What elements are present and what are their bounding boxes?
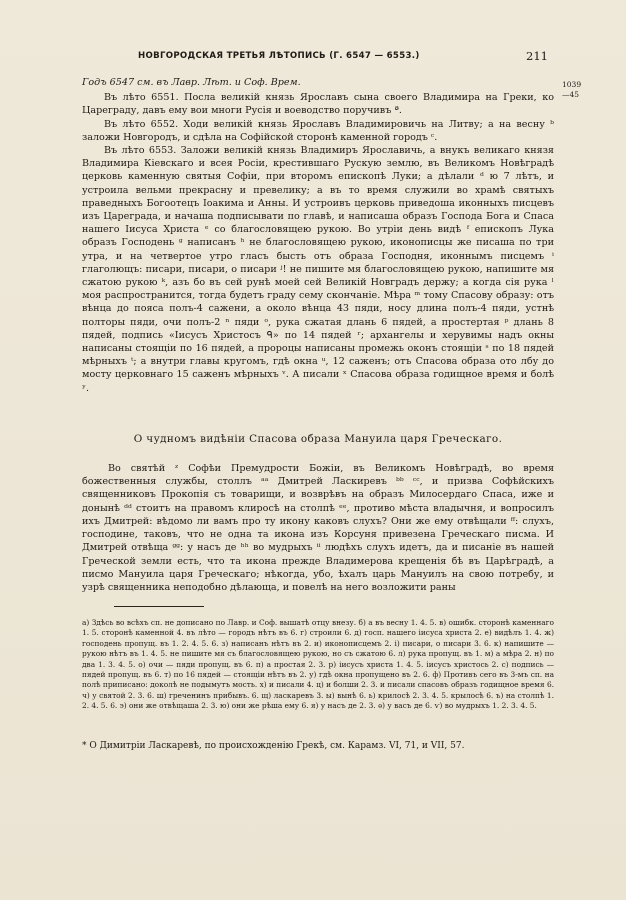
margin-year-note — [562, 80, 596, 100]
footnotes — [82, 618, 554, 712]
intro-line: Годъ 6547 см. въ Лавр. Лѣт. и Соф. Врем. — [82, 77, 301, 88]
bottom-note: * О Димитрiи Ласкаревѣ, по происхожденiю Грекѣ, см. Карамз. VI, 71, и VII, 57. — [82, 741, 465, 751]
paragraph-vision: Во святѣй ᶻ Софѣи Премудрости Божiи, въ Великомъ Новѣградѣ, во время божественныя службы, столлъ ᵃᵃ Дмитрей Ласкиревъ ᵇᵇ ᶜᶜ, и призва Софѣйскихъ священниковъ Прокопiя съ товарищи, и возврѣвъ на образъ Милосердаго Спаса, иже и донынѣ ᵈᵈ стоитъ на правомъ клиросѣ на столпѣ ᵉᵉ, противо мѣста владычня, и вопросилъ ихъ Дмитрей: вѣдомо ли вамъ про ту икону каковъ слухъ? Они же ему отвѣщали ᶠᶠ: слухъ, господине, таковъ, что не одна та икона изъ Корсуня привезена Греческаго писма. И Дмитрей отвѣща ᵍᵍ: у насъ де ʰʰ во мудрыхъ ⁱⁱ людѣхъ слухъ идетъ, да и писанiе въ нашей Греческой земли есть, что та икона прежде Владимерова крещенiя бѣ въ Царѣградѣ, а писмо Мануила царя Греческаго; нѣкогда, убо, ѣхалъ царь Мануилъ на свою потребу, и узрѣ священника неподобно дѣлающа, и повелѣ на него возложити раны — [82, 463, 554, 593]
running-head: НОВГОРОДСКАЯ ТРЕТЬЯ ЛѢТОПИСЬ (Г. 6547 — 6553.) — [138, 51, 420, 61]
main-text — [82, 76, 554, 594]
margin-year-start: 1039 — [562, 80, 582, 89]
paragraph-6553: Въ лѣто 6553. Заложи великiй князь Владимиръ Ярославичь, а внукъ великаго князя Владимира Кiевскаго и всея Росiи, крестившаго Рускую землю, въ Великомъ Новѣградѣ церковь каменную святыя Софiи, при второмъ епископѣ Луки; а дѣлали ᵈ ю 7 лѣтъ, и устроила вельми прекрасну и превелику; а въ то время служили во храмѣ святыхъ праведныхъ Богоотецъ Iоакима и Анны. И устроивъ церковь приведоша иконныхъ писцевъ изъ Цареграда, и начаша подписывати по главѣ, и написаша образъ Господа Бога и Спаса нашего Iисуса Христа ᵉ со благословящею рукою. Во утрiи день видѣ ᶠ епископъ Лука образъ Господень ᵍ написанъ ʰ не благословящею рукою, иконописцы же писаша по три утра, и на четвертое утро гласъ бысть отъ образа Господня, иконнымъ писцемъ ⁱ глаголющъ: писари, писари, о писари ʲ! не пишите мя благословящею рукою, напишите мя сжатою рукою ᵏ, азъ бо въ сей рунѣ моей сей Великiй Новградъ держу; а когда сiя рука ˡ моя распространится, тогда будетъ граду сему скончанiе. Мѣра ᵐ тому Спасову образу: отъ вѣнца до пояса полъ-4 сажени, а около вѣнца 43 пяди, носу длина полъ-4 пяди, устнѣ полторы пяди, очи полъ-2 ⁿ пяди ᵒ, рука сжатая длань 6 пядей, а простертая ᵖ длань 8 пядей, подпись «Iисусъ Христосъ ᑫ» по 14 пядей ʳ; архангелы и херувимы надъ окны написаны стоящiи по 16 пядей, а пророцы написаны промежь оконъ стоящiи ˢ по 18 пядей мѣрныхъ ᵗ; а внутри главы кругомъ, гдѣ окна ᵘ, 12 саженъ; отъ Спасова образа ото лбу до мосту церковнаго 15 саженъ мѣрныхъ ᵛ. А писали ˣ Спасова образа годищное время и болѣ ʸ. — [82, 145, 554, 394]
page-header — [78, 50, 548, 66]
page-number: 211 — [526, 49, 548, 63]
section-title: О чудномъ видѣнiи Спасова образа Мануила царя Греческаго. — [133, 432, 503, 445]
footnote-divider — [114, 606, 204, 607]
margin-year-end: —45 — [562, 90, 580, 99]
paragraph-6551: Въ лѣто 6551. Посла великiй князь Ярославъ сына своего Владимира на Греки, ко Цареграду, давъ ему вои многи Русiя и воеводство поручивъ ª. — [82, 92, 554, 117]
footnote-variants: а) Здѣсь во всѣхъ сп. не дописано по Лавр. и Соф. вышатѣ отцу внезу. б) а въ весну 1. 4. 5. в) ошибк. сторонѣ каменнаго 1. 5. сторонѣ каменной 4. въ лѣто — городъ нѣтъ въ 6. г) строили 6. д) госп. нашего iисуса христа 2. е) видѣлъ 1. 4. ж) господень пропущ. въ 1. 2. 4. 5. 6. з) написанъ нѣтъ въ 2. и) иконописцемъ 2. i) писари, о писари 3. 6. к) напишите — рукою нѣтъ въ 1. 4. 5. не пишите мя съ благословящею рукою, но съ сжатою 6. л) рука пропущ. въ 1. м) а мѣра 2. н) по два 1. 3. 4. 5. о) очи — пяди пропущ. въ 6. п) а простая 2. 3. р) iисусъ христа 1. 4. 5. iисусъ христось 2. с) подпись — пядей пропущ. въ 6. т) по 16 пядей — стоящiи нѣтъ въ 2. у) гдѣ окна пропущено въ 2. 6. ф) Противъ сего въ 3-мъ сп. на полѣ приписано: доколѣ не подымутъ мость. х) и писали 4. ц) и болши 2. 3. и писали спасовъ образъ годищное время 6. ч) у святой 2. 3. 6. ш) греченинъ прибывъ. 6. щ) ласкаревъ 3. ы) вынѣ 6. ь) крилосѣ 2. 3. 4. 5. крылосѣ 6. ъ) на столпѣ 1. 2. 4. 5. 6. э) они же отвѣщаша 2. 3. ю) они же рѣша ему 6. я) у насъ де 2. 3. ѳ) у васъ де 6. ѵ) во мудрыхъ 1. 2. 3. 4. 5. — [82, 618, 554, 711]
paragraph-6552: Въ лѣто 6552. Ходи великiй князь Ярославъ Владимировичь на Литву; а на весну ᵇ заложи Новгородъ, и сдѣла на Софiйской сторонѣ каменной городъ ᶜ. — [82, 118, 554, 143]
